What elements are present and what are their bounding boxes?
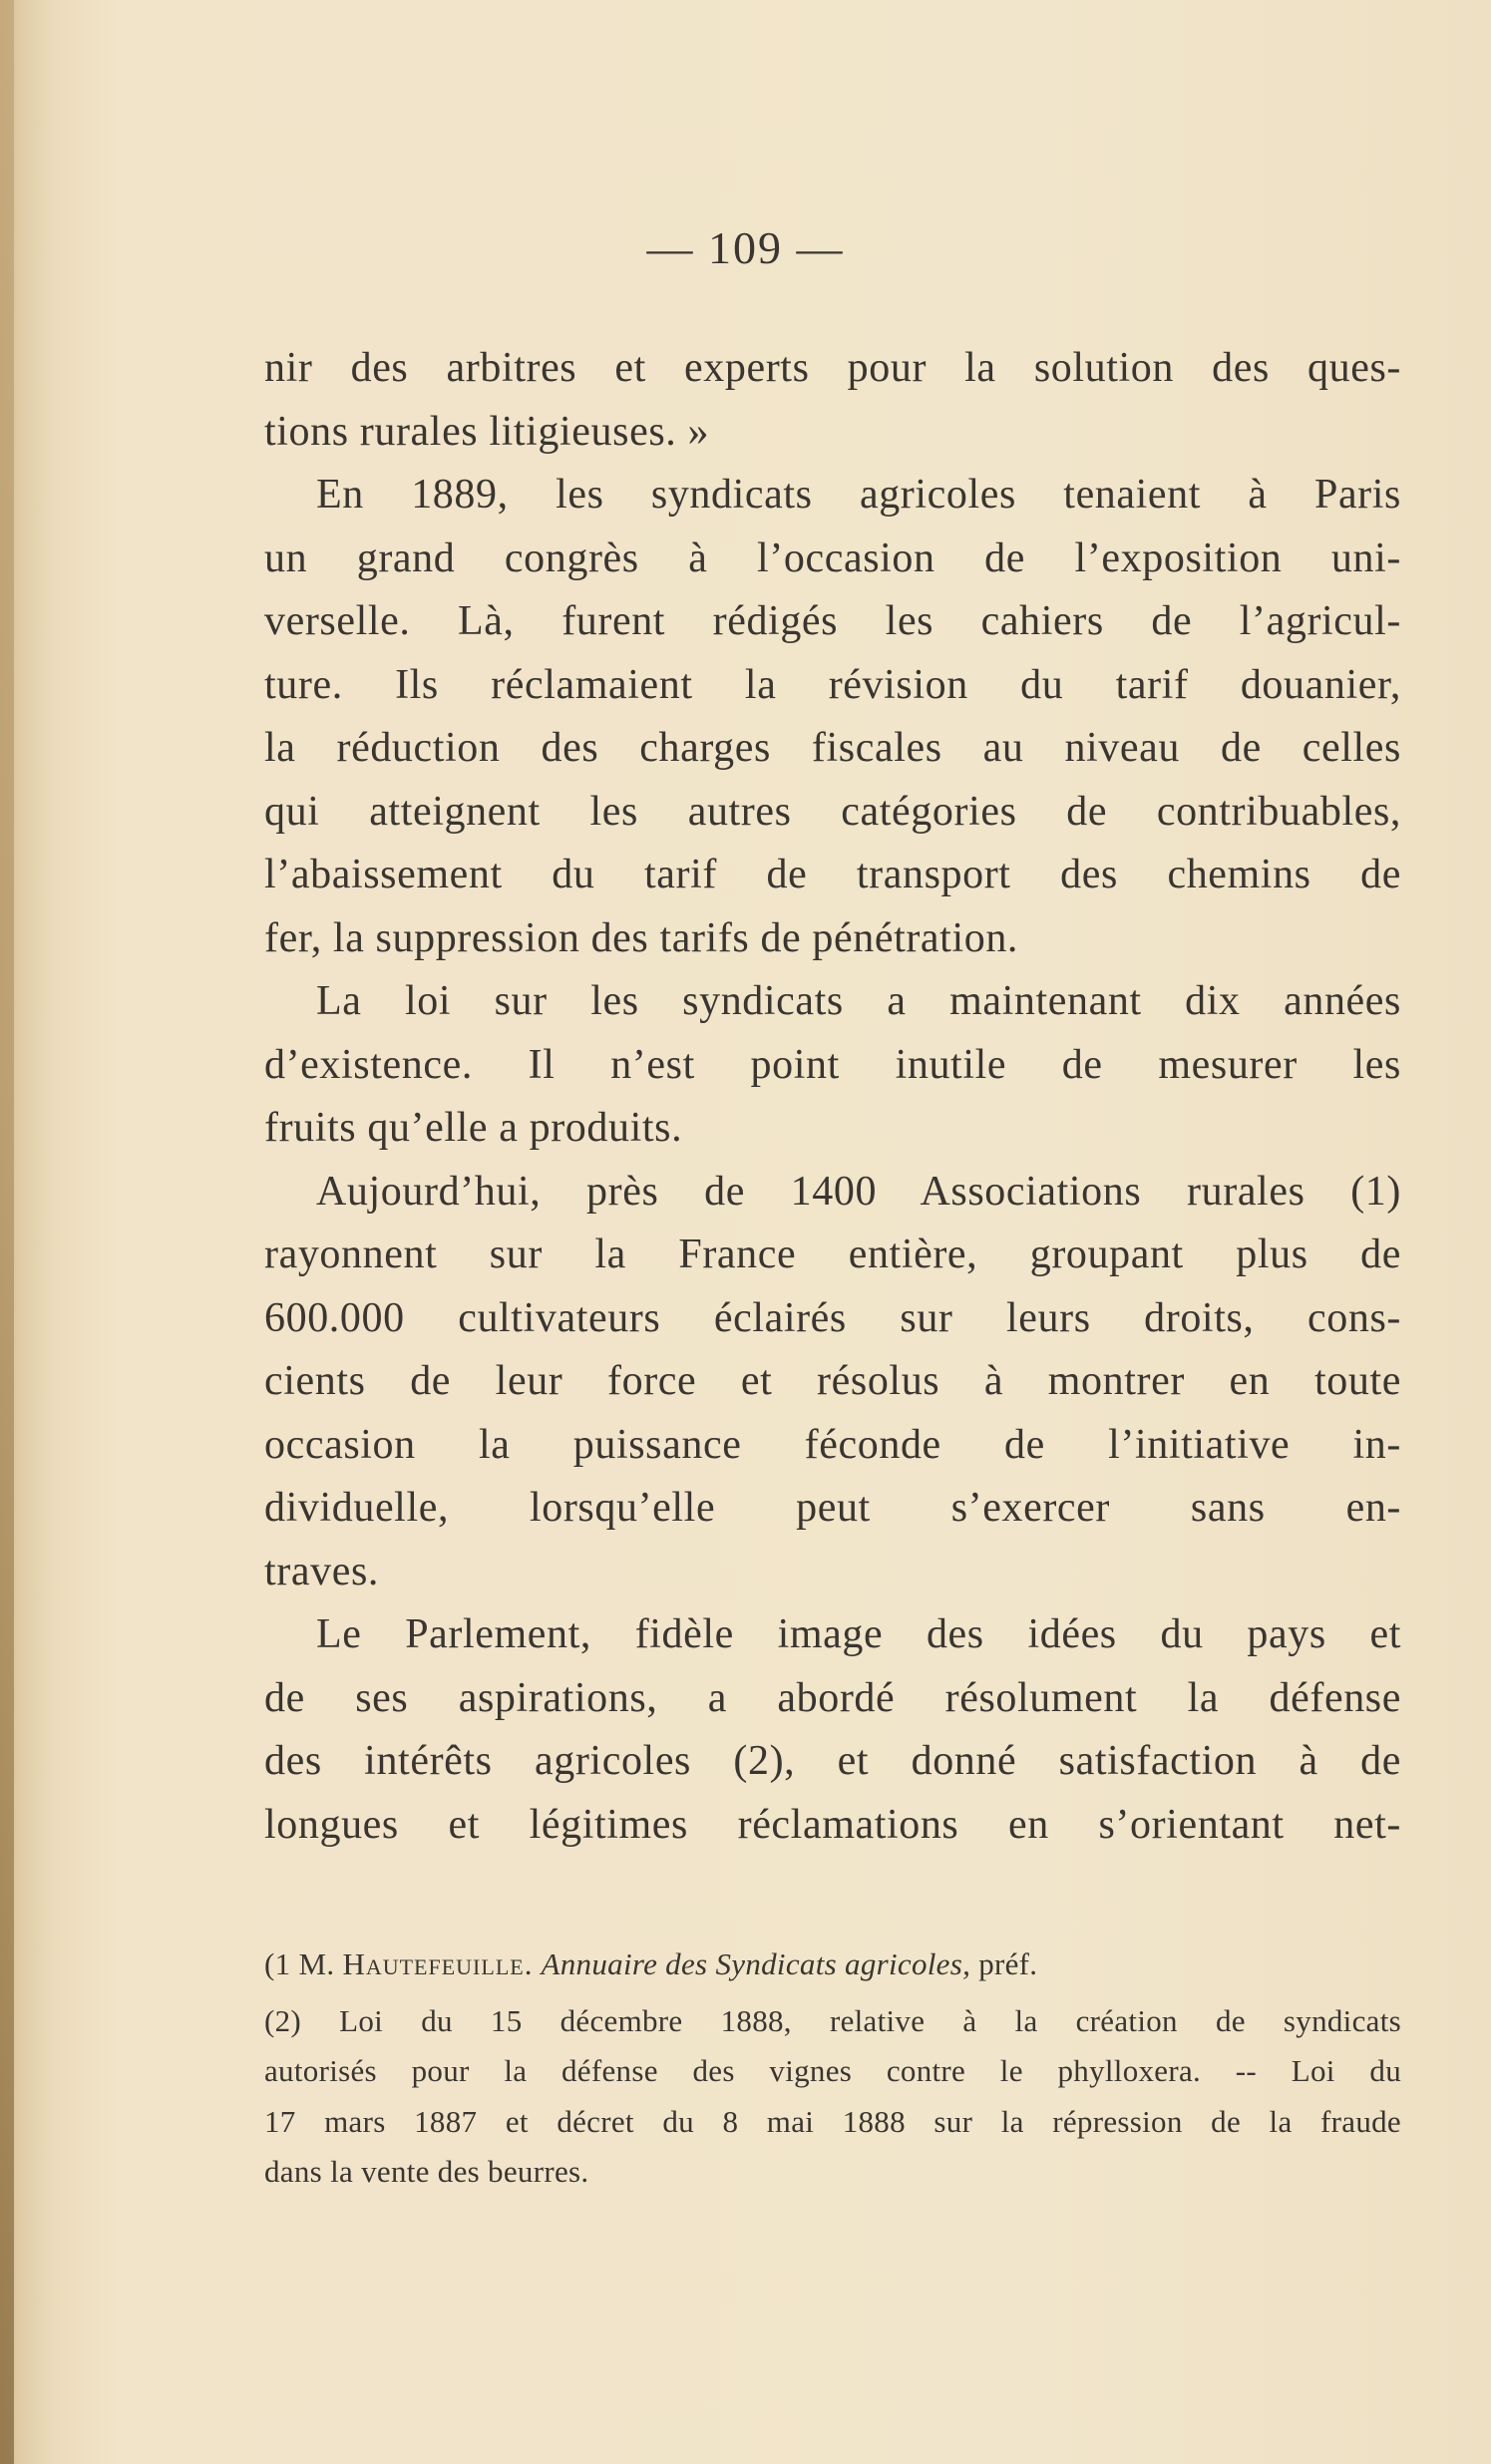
text-line: verselle. Là, furent rédigés les cahiers de l’agricul- — [264, 598, 1401, 644]
paragraph — [264, 1603, 1401, 1857]
text-line: fer, la suppression des tarifs de pénétration. — [264, 914, 1019, 961]
text-line: un grand congrès à l’occasion de l’exposition uni- — [264, 534, 1401, 581]
footnote-2-line: autorisés pour la défense des vignes contre le phylloxera. -- Loi du — [264, 2053, 1401, 2088]
text-line: l’abaissement du tarif de transport des chemins de — [264, 852, 1401, 897]
text-line: ture. Ils réclamaient la révision du tarif douanier, — [264, 661, 1401, 708]
footnote-2-line: (2) Loi du 15 décembre 1888, relative à la création de syndicats — [264, 2002, 1401, 2038]
text-line: nir des arbitres et experts pour la solution des ques- — [264, 345, 1401, 391]
text-line: traves. — [264, 1548, 379, 1594]
footnote-marker: (1 M. — [264, 1946, 335, 1981]
footnote-1 — [264, 1939, 1401, 1990]
text-line: fruits qu’elle a produits. — [264, 1105, 683, 1151]
text-line: occasion la puissance féconde de l’initiative in- — [264, 1421, 1401, 1468]
binding-edge — [0, 0, 14, 2464]
text-line: qui atteignent les autres catégories de contribuables, — [264, 788, 1401, 835]
text-line: rayonnent sur la France entière, groupant plus de — [264, 1232, 1401, 1277]
paragraph — [264, 970, 1401, 1161]
footnote-2-line: 17 mars 1887 et décret du 8 mai 1888 sur la répression de la fraude — [264, 2103, 1401, 2139]
footnote-rest: préf. — [978, 1946, 1038, 1981]
text-line: cients de leur force et résolus à montrer en toute — [264, 1358, 1401, 1404]
body-text — [264, 337, 1401, 1857]
paragraph — [264, 464, 1401, 970]
text-line: En 1889, les syndicats agricoles tenaient à Paris — [316, 472, 1401, 518]
footnote-title: Annuaire des Syndicats agricoles, — [541, 1946, 971, 1981]
paragraph — [264, 1161, 1401, 1604]
text-line: longues et légitimes réclamations en s’orientant net- — [264, 1801, 1401, 1848]
text-line: dividuelle, lorsqu’elle peut s’exercer sans en- — [264, 1485, 1401, 1531]
footnote-2-line: dans la vente des beurres. — [264, 2154, 589, 2189]
text-line: Aujourd’hui, près de 1400 Associations rurales (1) — [316, 1168, 1401, 1215]
text-line: tions rurales litigieuses. » — [264, 408, 710, 455]
text-line: d’existence. Il n’est point inutile de mesurer les — [264, 1041, 1401, 1088]
text-line: des intérêts agricoles (2), et donné satisfaction à de — [264, 1738, 1401, 1784]
footnotes — [264, 1939, 1401, 2198]
text-line: 600.000 cultivateurs éclairés sur leurs droits, cons- — [264, 1294, 1401, 1341]
footnote-author: Hautefeuille. — [342, 1946, 534, 1981]
text-line: La loi sur les syndicats a maintenant dix années — [316, 978, 1401, 1024]
text-line: Le Parlement, fidèle image des idées du pays et — [316, 1611, 1401, 1657]
text-line: la réduction des charges fiscales au niveau de celles — [264, 725, 1401, 771]
text-line: de ses aspirations, a abordé résolument la défense — [264, 1674, 1401, 1721]
paragraph — [264, 337, 1401, 464]
page-number: — 109 — — [646, 222, 845, 273]
